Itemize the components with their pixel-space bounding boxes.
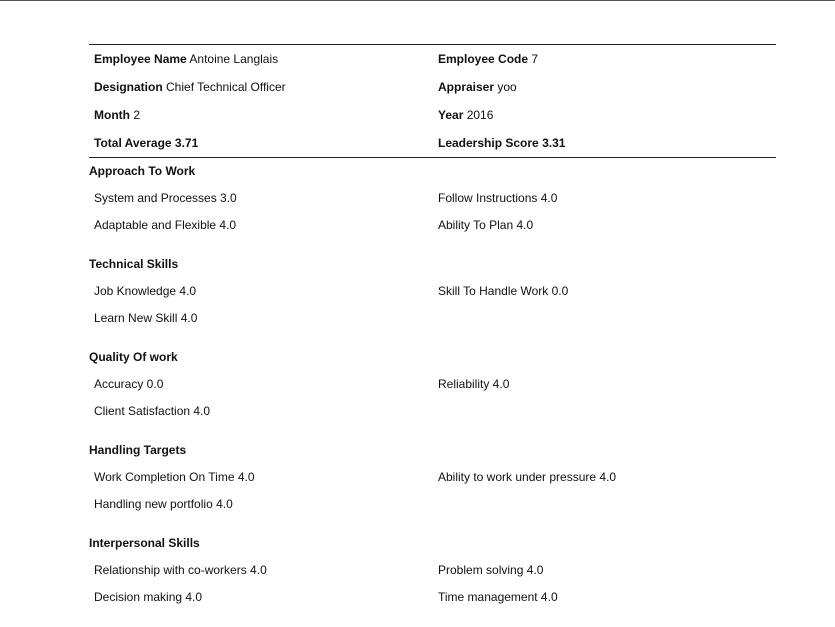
month-value: 2 — [133, 108, 141, 122]
score-item: System and Processes 3.0 — [94, 190, 237, 205]
score-row — [89, 370, 776, 397]
total-average-value: 3.71 — [174, 136, 199, 150]
employee-code-value: 7 — [531, 52, 539, 66]
employee-name-value: Antoine Langlais — [189, 52, 279, 66]
designation-label: Designation — [94, 80, 163, 94]
score-item: Adaptable and Flexible 4.0 — [94, 217, 237, 232]
score-row — [89, 184, 776, 211]
score-item: Handling new portfolio 4.0 — [94, 496, 233, 511]
info-row — [89, 129, 776, 157]
score-item: Ability To Plan 4.0 — [438, 217, 534, 232]
section-quality-of-work — [89, 344, 776, 424]
score-item: Problem solving 4.0 — [438, 562, 544, 577]
appraiser-label: Appraiser — [438, 80, 495, 94]
section-technical-skills — [89, 251, 776, 331]
section-title: Handling Targets — [89, 443, 187, 457]
score-item: Work Completion On Time 4.0 — [94, 469, 255, 484]
info-row — [89, 101, 776, 129]
designation-value: Chief Technical Officer — [166, 80, 286, 94]
total-average-label: Total Average — [94, 136, 172, 150]
score-item: Decision making 4.0 — [94, 589, 203, 604]
score-item: Accuracy 0.0 — [94, 376, 164, 391]
year-field — [433, 108, 776, 122]
section-title: Quality Of work — [89, 350, 178, 364]
score-row — [89, 583, 776, 610]
score-row — [89, 397, 776, 424]
score-item: Ability to work under pressure 4.0 — [438, 469, 617, 484]
employee-name-label: Employee Name — [94, 52, 187, 66]
year-value: 2016 — [466, 108, 494, 122]
score-item: Time management 4.0 — [438, 589, 558, 604]
leadership-score-label: Leadership Score — [438, 136, 539, 150]
section-handling-targets — [89, 437, 776, 517]
section-interpersonal-skills — [89, 530, 776, 610]
score-row — [89, 556, 776, 583]
appraiser-field — [433, 80, 776, 94]
score-item: Relationship with co-workers 4.0 — [94, 562, 267, 577]
appraisal-report — [89, 44, 776, 610]
score-row — [89, 463, 776, 490]
score-item: Skill To Handle Work 0.0 — [438, 283, 569, 298]
year-label: Year — [438, 108, 464, 122]
info-row — [89, 73, 776, 101]
score-item: Reliability 4.0 — [438, 376, 510, 391]
score-row — [89, 277, 776, 304]
score-row — [89, 211, 776, 238]
score-row — [89, 490, 776, 517]
employee-info-block — [89, 45, 776, 157]
score-item: Job Knowledge 4.0 — [94, 283, 197, 298]
employee-code-field — [433, 52, 776, 66]
top-border — [0, 0, 835, 1]
employee-name-field — [89, 52, 433, 66]
score-item: Follow Instructions 4.0 — [438, 190, 558, 205]
leadership-score-value: 3.31 — [542, 136, 566, 150]
score-item: Learn New Skill 4.0 — [94, 310, 198, 325]
score-row — [89, 304, 776, 331]
month-label: Month — [94, 108, 130, 122]
section-approach-to-work — [89, 158, 776, 238]
leadership-score-field — [433, 136, 776, 150]
info-row — [89, 45, 776, 73]
appraiser-value: yoo — [497, 80, 517, 94]
month-field — [89, 108, 433, 122]
total-average-field — [89, 136, 433, 150]
designation-field — [89, 80, 433, 94]
section-title: Interpersonal Skills — [89, 536, 200, 550]
employee-code-label: Employee Code — [438, 52, 529, 66]
section-title: Approach To Work — [89, 164, 196, 178]
section-title: Technical Skills — [89, 257, 179, 271]
score-item: Client Satisfaction 4.0 — [94, 403, 211, 418]
